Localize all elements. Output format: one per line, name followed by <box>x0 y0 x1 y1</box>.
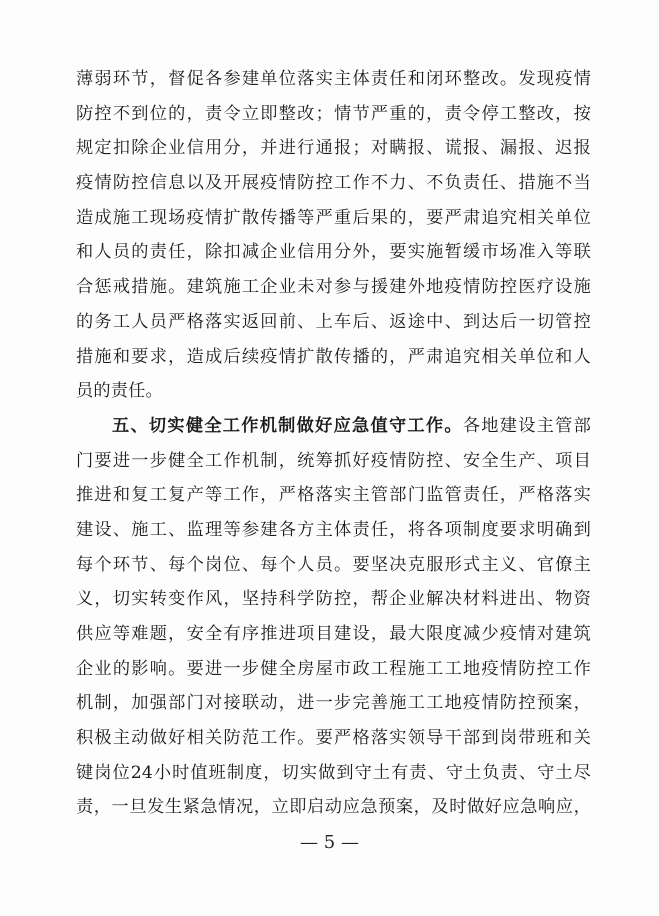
paragraph-continued <box>76 62 591 409</box>
page-number: — 5 — <box>300 832 359 853</box>
section-5-first-line-rest: 各地建设主管部 <box>462 415 591 436</box>
text-line: 薄弱环节，督促各参建单位落实主体责任和闭环整改。发现疫情 <box>76 69 591 89</box>
text-line: 积极主动做好相关防范工作。要严格落实领导干部到岗带班和关 <box>76 728 591 749</box>
text-line: 义，切实转变作风，坚持科学防控，帮企业解决材料进出、物资 <box>76 589 591 610</box>
text-line: 员的责任。 <box>76 381 163 402</box>
text-line: 措施和要求，造成后续疫情扩散传播的，严肃追究相关单位和人 <box>76 346 591 367</box>
text-line: 责，一旦发生紧急情况，立即启动应急预案，及时做好应急响应， <box>76 797 591 818</box>
section-5-paragraph <box>76 409 591 825</box>
text-line: 防控不到位的，责令立即整改；情节严重的，责令停工整改，按 <box>76 103 591 124</box>
text-line: 规定扣除企业信用分，并进行通报；对瞒报、谎报、漏报、迟报 <box>76 138 591 159</box>
text-line: 的务工人员严格落实返回前、上车后、返途中、到达后一切管控 <box>76 311 591 332</box>
text-line: 机制，加强部门对接联动，进一步完善施工工地疫情防控预案， <box>76 693 591 714</box>
text-line: 键岗位24小时值班制度，切实做到守土有责、守土负责、守土尽 <box>76 762 591 783</box>
section-5-heading: 五、切实健全工作机制做好应急值守工作。 <box>112 415 463 436</box>
document-body <box>76 62 591 825</box>
text-line: 和人员的责任，除扣减企业信用分外，要实施暂缓市场准入等联 <box>76 242 591 263</box>
text-line: 供应等难题，安全有序推进项目建设，最大限度减少疫情对建筑 <box>76 624 591 644</box>
text-line: 企业的影响。要进一步健全房屋市政工程施工工地疫情防控工作 <box>76 658 591 679</box>
text-line: 门要进一步健全工作机制，统筹抓好疫情防控、安全生产、项目 <box>76 450 591 471</box>
text-line: 造成施工现场疫情扩散传播等严重后果的，要严肃追究相关单位 <box>76 207 591 228</box>
text-line: 合惩戒措施。建筑施工企业未对参与援建外地疫情防控医疗设施 <box>76 277 591 298</box>
text-line: 推进和复工复产等工作，严格落实主管部门监管责任，严格落实 <box>76 485 591 506</box>
text-line: 每个环节、每个岗位、每个人员。要坚决克服形式主义、官僚主 <box>76 554 591 575</box>
text-line: 建设、施工、监理等参建各方主体责任，将各项制度要求明确到 <box>76 519 591 540</box>
section-5-first-line <box>76 409 591 444</box>
text-line: 疫情防控信息以及开展疫情防控工作不力、不负责任、措施不当 <box>76 173 591 194</box>
